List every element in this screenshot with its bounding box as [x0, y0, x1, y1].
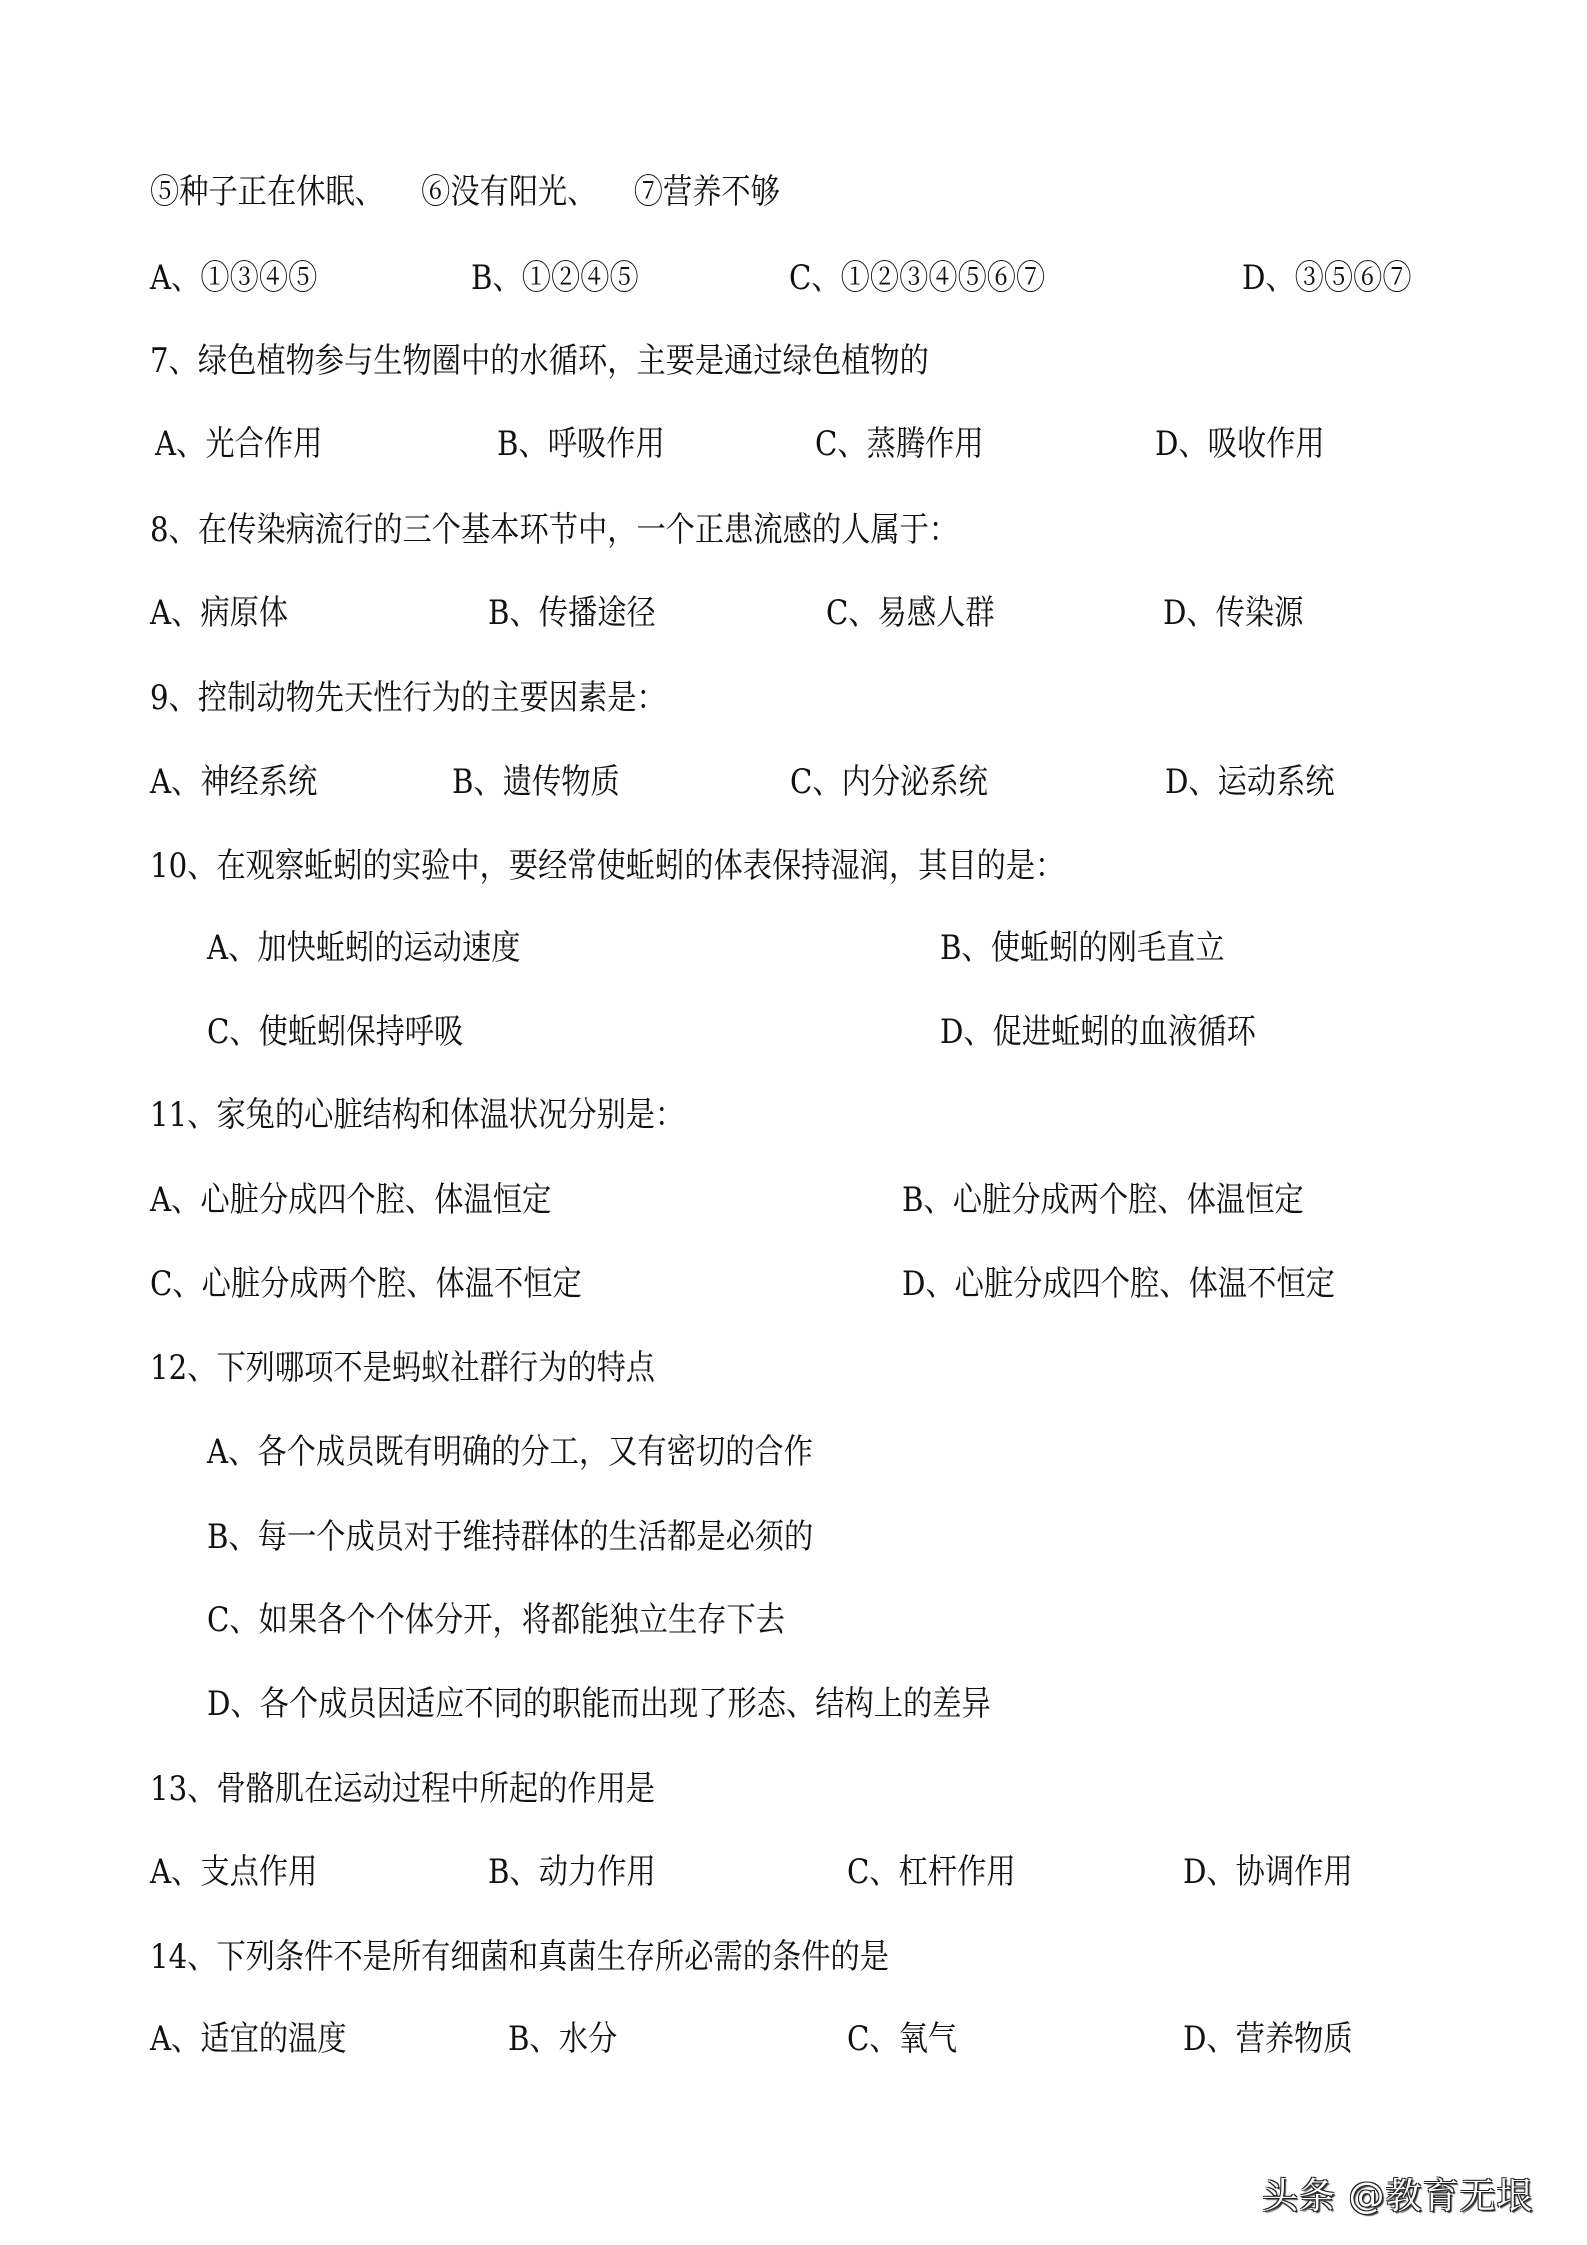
q11-option-a: A、心脏分成四个腔、体温恒定: [150, 1180, 552, 1220]
q8-option-a: A、病原体: [150, 593, 289, 633]
q8-option-d: D、传染源: [1163, 593, 1304, 633]
q6-option-b: B、①②④⑤: [471, 258, 639, 298]
q9-option-b: B、遗传物质: [452, 762, 620, 802]
q14-option-c: C、氧气: [847, 2019, 958, 2059]
q6-items-line: ⑤种子正在休眠、 ⑥没有阳光、 ⑦营养不够: [150, 172, 780, 212]
q12-option-a: A、各个成员既有明确的分工，又有密切的合作: [207, 1432, 813, 1472]
q10-option-a: A、加快蚯蚓的运动速度: [207, 928, 521, 968]
q6-option-d: D、③⑤⑥⑦: [1242, 258, 1412, 298]
q7-option-c: C、蒸腾作用: [815, 424, 984, 464]
q7-stem: 7、绿色植物参与生物圈中的水循环，主要是通过绿色植物的: [150, 341, 929, 381]
q13-option-a: A、支点作用: [150, 1852, 318, 1892]
q11-option-d: D、心脏分成四个腔、体温不恒定: [902, 1264, 1335, 1304]
q11-stem: 11、家兔的心脏结构和体温状况分别是：: [150, 1095, 685, 1135]
q9-stem: 9、控制动物先天性行为的主要因素是：: [150, 678, 666, 718]
q6-option-a: A、①③④⑤: [150, 258, 318, 298]
q14-option-a: A、适宜的温度: [150, 2019, 347, 2059]
q9-option-c: C、内分泌系统: [790, 762, 988, 802]
q12-option-d: D、各个成员因适应不同的职能而出现了形态、结构上的差异: [207, 1684, 991, 1724]
q7-option-a: A、光合作用: [155, 424, 323, 464]
q6-option-c: C、①②③④⑤⑥⑦: [789, 258, 1046, 298]
q7-option-b: B、呼吸作用: [497, 424, 665, 464]
q10-option-c: C、使蚯蚓保持呼吸: [207, 1012, 464, 1052]
q11-option-c: C、心脏分成两个腔、体温不恒定: [150, 1264, 582, 1304]
q14-option-b: B、水分: [508, 2019, 618, 2059]
q13-option-d: D、协调作用: [1183, 1852, 1353, 1892]
q12-option-c: C、如果各个个体分开，将都能独立生存下去: [207, 1600, 785, 1640]
q8-option-b: B、传播途径: [488, 593, 656, 633]
q11-option-b: B、心脏分成两个腔、体温恒定: [902, 1180, 1304, 1220]
q14-stem: 14、下列条件不是所有细菌和真菌生存所必需的条件的是: [150, 1937, 889, 1977]
q13-stem: 13、骨骼肌在运动过程中所起的作用是: [150, 1769, 656, 1809]
q12-stem: 12、下列哪项不是蚂蚁社群行为的特点: [150, 1348, 656, 1388]
q7-option-d: D、吸收作用: [1155, 424, 1325, 464]
q9-option-d: D、运动系统: [1165, 762, 1335, 802]
q10-option-b: B、使蚯蚓的刚毛直立: [940, 928, 1225, 968]
q14-option-d: D、营养物质: [1183, 2019, 1353, 2059]
q10-option-d: D、促进蚯蚓的血液循环: [940, 1012, 1256, 1052]
q13-option-c: C、杠杆作用: [847, 1852, 1016, 1892]
q8-option-c: C、易感人群: [826, 593, 995, 633]
q10-stem: 10、在观察蚯蚓的实验中，要经常使蚯蚓的体表保持湿润，其目的是：: [150, 846, 1065, 886]
watermark: 头条 @教育无垠: [1262, 2176, 1534, 2217]
q12-option-b: B、每一个成员对于维持群体的生活都是必须的: [207, 1517, 814, 1557]
q8-stem: 8、在传染病流行的三个基本环节中，一个正患流感的人属于：: [150, 510, 959, 550]
q9-option-a: A、神经系统: [150, 762, 318, 802]
q13-option-b: B、动力作用: [488, 1852, 656, 1892]
